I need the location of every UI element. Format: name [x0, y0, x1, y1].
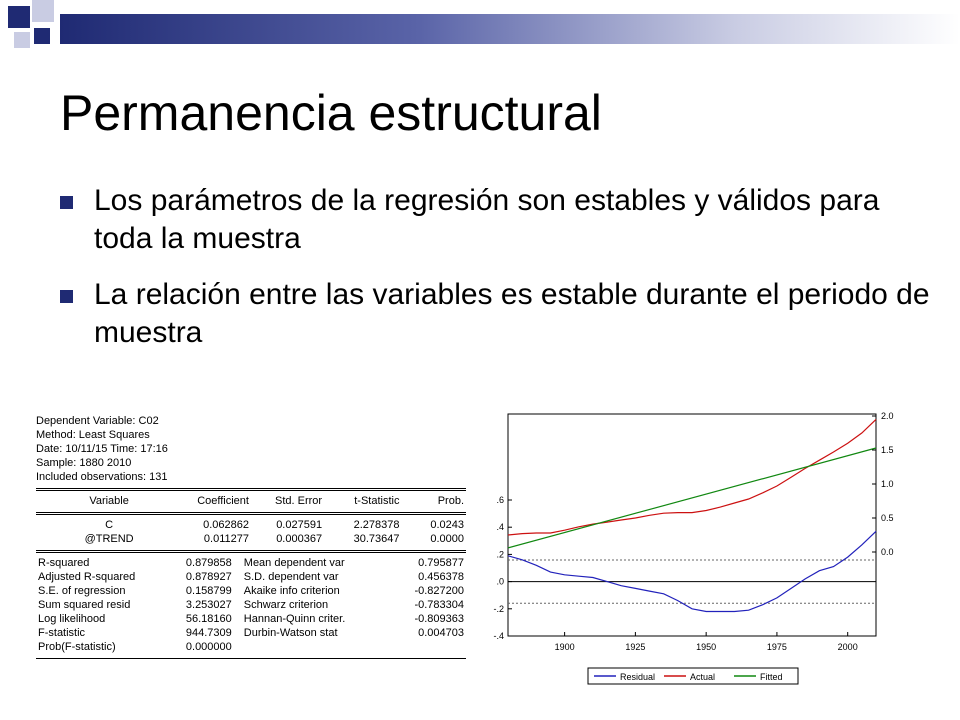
cell: Schwarz criterion — [243, 599, 329, 611]
cell: Adjusted R-squared — [38, 571, 136, 583]
cell: 2.278378 — [353, 519, 400, 531]
table-row — [36, 626, 466, 640]
table-row — [36, 584, 466, 598]
column-header: Coefficient — [197, 495, 249, 507]
cell — [397, 640, 466, 654]
cell: -0.827200 — [414, 585, 464, 597]
cell: 30.73647 — [353, 533, 400, 545]
column-header: t-Statistic — [354, 495, 400, 507]
legend-label-fitted: Fitted — [760, 672, 783, 682]
coefficients-table — [36, 494, 466, 508]
table-row — [36, 518, 466, 532]
table-row — [36, 556, 466, 570]
bullet-square-icon — [60, 196, 73, 209]
cell: 0.795877 — [418, 557, 464, 569]
cell: 0.0000 — [430, 533, 464, 545]
plot-frame — [508, 414, 876, 636]
cell: F-statistic — [38, 627, 86, 639]
table-row — [36, 532, 466, 546]
table-rule — [36, 512, 466, 515]
y-left-tick-label: .2 — [496, 549, 504, 560]
regression-output — [36, 414, 466, 663]
chart-svg — [476, 404, 920, 690]
header-line: Date: 10/11/15 Time: 17:16 — [36, 443, 168, 455]
legend-label-actual: Actual — [690, 672, 716, 682]
bullet-item — [60, 276, 940, 352]
bullet-text: Los parámetros de la regresión son estables y válidos para toda la muestra — [94, 184, 880, 255]
cell: 56.18160 — [185, 613, 232, 625]
table-rule — [36, 488, 466, 491]
header-line: Sample: 1880 2010 — [36, 457, 132, 469]
column-header: Std. Error — [275, 495, 323, 507]
decor-top-bar — [60, 14, 960, 44]
cell: 0.879858 — [185, 557, 232, 569]
cell: 944.7309 — [185, 627, 232, 639]
x-tick-label: 1975 — [766, 642, 787, 652]
y-left-tick-label: .0 — [496, 576, 504, 587]
cell: Log likelihood — [38, 613, 106, 625]
cell: C — [105, 519, 114, 531]
bullet-list — [60, 182, 940, 370]
cell: 0.011277 — [203, 533, 249, 545]
table-header-row — [36, 494, 466, 508]
table-row — [36, 570, 466, 584]
cell: 0.878927 — [185, 571, 232, 583]
y-right-tick-label: 0.5 — [881, 513, 894, 523]
y-left-tick-label: -.4 — [493, 631, 504, 641]
cell: @TREND — [84, 533, 134, 545]
table-row — [36, 612, 466, 626]
x-tick-label: 1925 — [625, 642, 646, 652]
cell: Mean dependent var — [243, 557, 345, 569]
bullet-text: La relación entre las variables es estable durante el periodo de muestra — [94, 278, 930, 349]
cell: 0.027591 — [276, 519, 323, 531]
decor-square-1 — [8, 6, 30, 28]
legend-label-residual: Residual — [620, 672, 656, 682]
column-header: Variable — [89, 495, 129, 507]
table-row — [36, 640, 466, 654]
statistics-table — [36, 556, 466, 654]
cell: Sum squared resid — [38, 599, 131, 611]
x-tick-label: 1950 — [696, 642, 717, 652]
cell: 3.253027 — [185, 599, 232, 611]
cell: 0.456378 — [418, 571, 464, 583]
cell: 0.000000 — [185, 641, 232, 653]
x-tick-label: 1900 — [554, 642, 575, 652]
regression-header — [36, 414, 466, 484]
y-right-tick-label: 0.0 — [881, 547, 894, 557]
cell: -0.783304 — [414, 599, 464, 611]
y-right-tick-label: 1.0 — [881, 479, 894, 489]
cell: 0.004703 — [418, 627, 464, 639]
bullet-item — [60, 182, 940, 258]
decor-square-4 — [34, 28, 50, 44]
y-left-tick-label: .6 — [496, 495, 504, 505]
cell: 0.158799 — [185, 585, 232, 597]
cell: 0.0243 — [430, 519, 464, 531]
cell: Akaike info criterion — [243, 585, 340, 597]
cell: S.E. of regression — [38, 585, 126, 597]
slide-title: Permanencia estructural — [60, 85, 602, 141]
cell: 0.000367 — [276, 533, 323, 545]
y-left-tick-label: -.2 — [493, 603, 504, 614]
table-row — [36, 598, 466, 612]
cell — [234, 640, 397, 654]
cell: Hannan-Quinn criter. — [243, 613, 346, 625]
column-header: Prob. — [437, 495, 464, 507]
x-tick-label: 2000 — [837, 642, 858, 652]
bullet-square-icon — [60, 290, 73, 303]
cell: Prob(F-statistic) — [38, 641, 116, 653]
header-line: Method: Least Squares — [36, 429, 150, 441]
decor-square-3 — [14, 32, 30, 48]
table-rule — [36, 550, 466, 553]
cell: 0.062862 — [203, 519, 249, 531]
header-line: Included observations: 131 — [36, 471, 168, 483]
header-line: Dependent Variable: C02 — [36, 415, 159, 427]
y-right-tick-label: 2.0 — [881, 411, 894, 421]
y-right-tick-label: 1.5 — [881, 445, 894, 455]
coefficients-table-body — [36, 518, 466, 546]
decor-square-2 — [32, 0, 54, 22]
y-left-tick-label: .4 — [496, 522, 504, 533]
cell: -0.809363 — [414, 613, 464, 625]
cell: S.D. dependent var — [243, 571, 339, 583]
table-rule — [36, 658, 466, 660]
cell: R-squared — [38, 557, 90, 569]
residual-chart — [476, 404, 920, 690]
cell: Durbin-Watson stat — [243, 627, 338, 639]
